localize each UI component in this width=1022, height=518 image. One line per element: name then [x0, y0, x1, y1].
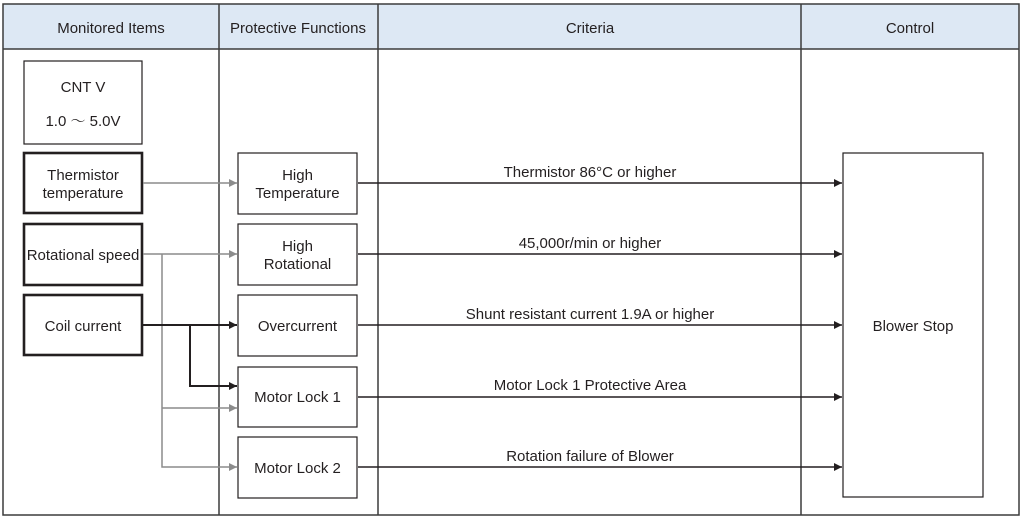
blower-stop-label: Blower Stop	[872, 318, 954, 335]
motor-lock-1-label: Motor Lock 1	[254, 389, 341, 406]
header-control: Control	[885, 20, 935, 37]
criteria-high-rotational: 45,000r/min or higher	[518, 235, 662, 252]
criteria-motor-lock-2: Rotation failure of Blower	[506, 448, 674, 465]
criteria-motor-lock-1: Motor Lock 1 Protective Area	[493, 377, 687, 394]
coil-current-label: Coil current	[44, 318, 122, 335]
connector-rotational-to-motor-lock-2	[162, 254, 237, 467]
high-temperature-label-line1: High	[282, 167, 313, 184]
cnt-v-label: CNT V	[60, 79, 106, 96]
criteria-overcurrent: Shunt resistant current 1.9A or higher	[465, 306, 715, 323]
high-temperature-label-line2: Temperature	[255, 185, 340, 202]
header-monitored-items: Monitored Items	[57, 20, 165, 37]
cnt-v-box	[24, 61, 142, 144]
header-protective-functions: Protective Functions	[230, 20, 366, 37]
thermistor-label-line2: temperature	[42, 185, 124, 202]
criteria-high-temperature: Thermistor 86°C or higher	[503, 164, 677, 181]
cnt-v-range: 1.0 〜 5.0V	[45, 113, 121, 130]
high-rotational-label-line1: High	[282, 238, 313, 255]
overcurrent-label: Overcurrent	[257, 318, 338, 335]
motor-lock-2-label: Motor Lock 2	[254, 460, 341, 477]
header-criteria: Criteria	[565, 20, 615, 37]
high-rotational-label-line2: Rotational	[263, 256, 332, 273]
rotational-speed-label: Rotational speed	[26, 247, 140, 264]
connector-coil-to-motor-lock-1	[190, 325, 237, 386]
thermistor-label-line1: Thermistor	[47, 167, 119, 184]
